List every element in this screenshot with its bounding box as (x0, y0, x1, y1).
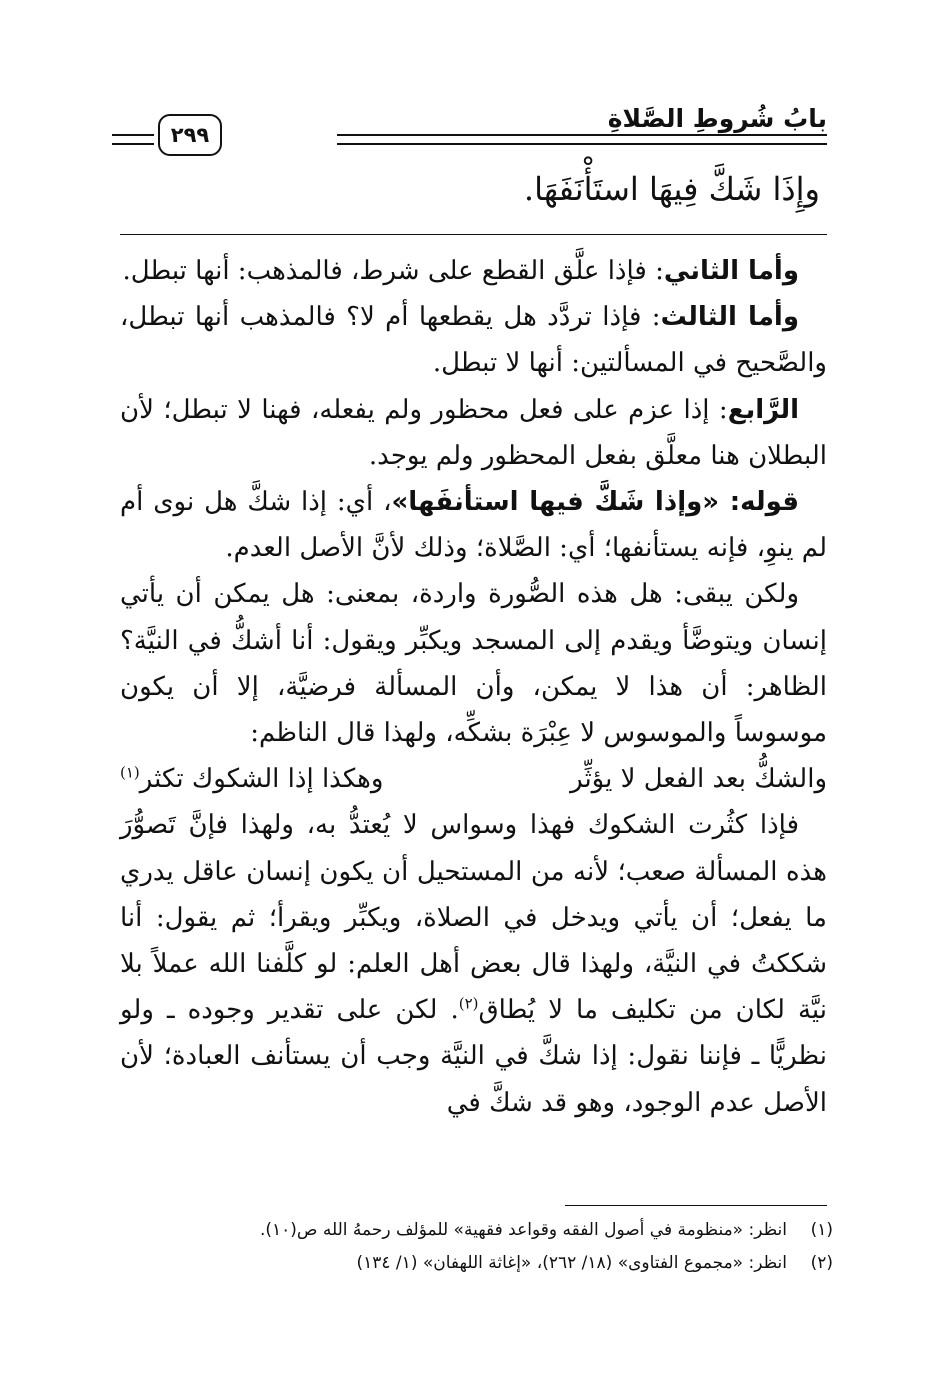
footnote-text: انظر: «منظومة في أصول الفقه وقواعد فقهية» للمؤلف رحمهُ الله ص(١٠). (259, 1220, 787, 1240)
footnote-divider (565, 1205, 827, 1206)
footnotes (118, 1214, 833, 1280)
verse-second-text: وهكذا إذا الشكوك تكثر (139, 764, 384, 795)
paragraph-text: . لكن على تقدير وجوده ـ ولو نظريًّا ـ فإننا نقول: إذا شكَّ في النيَّة وجب أن يستأنف العبادة؛ لأن الأصل عدم الوجود، وهو قد شكَّ في (120, 995, 827, 1118)
paragraph-qawluhu (120, 479, 827, 571)
footnote-marker: (٢) (458, 994, 479, 1013)
paragraph-text: : فإذا تردَّد هل يقطعها أم لا؟ فالمذهب أنها تبطل، والصَّحيح في المسألتين: أنها لا تبطل. (120, 302, 827, 379)
page-header (112, 96, 827, 156)
paragraph-third (120, 294, 827, 386)
matn-divider (120, 234, 827, 235)
paragraph-lead: وأما الثاني (663, 256, 799, 286)
paragraph-but (120, 571, 827, 756)
paragraph-after-verse (120, 802, 827, 1125)
footnote-marker: (١) (120, 763, 140, 782)
header-rule-left (112, 134, 154, 145)
page-number: ٢٩٩ (158, 114, 222, 156)
paragraph-fourth (120, 387, 827, 479)
paragraph-lead: وأما الثالث (660, 302, 799, 333)
header-rule-right (337, 134, 827, 145)
footnote-number: (٢) (810, 1253, 833, 1273)
footnote-text: انظر: «مجموع الفتاوى» (١٨/ ٢٦٢)، «إغاثة اللهفان» (١/ ١٣٤) (356, 1253, 787, 1273)
chapter-title: بابُ شُروطِ الصَّلاةِ (607, 104, 827, 133)
paragraph-text: ولكن يبقى: هل هذه الصُّورة واردة، بمعنى: هل يمكن أن يأتي إنسان ويتوضَّأ ويقدم إلى المسجد ويكبِّر ويقول: أنا أشكُّ في النيَّة؟ الظاهر: أن هذا لا يمكن، وأن المسألة فرضيَّة، إلا أن يكون موسوساً والموسوس لا عِبْرَة بشكِّه، ولهذا قال الناظم: (120, 579, 827, 749)
paragraph-text: : إذا عزم على فعل محظور ولم يفعله، فهنا لا تبطل؛ لأن البطلان هنا معلَّق بفعل المحظور ولم يوجد. (120, 394, 827, 471)
paragraph-text: : فإذا علَّق القطع على شرط، فالمذهب: أنها تبطل. (122, 256, 664, 286)
footnote-item (118, 1214, 833, 1247)
footnote-number: (١) (810, 1220, 833, 1240)
footnote-item (118, 1247, 833, 1280)
matn-quote: : «وإذا شَكَّ فيها استأنفَها» (391, 487, 741, 518)
paragraph-lead: الرَّابع (727, 394, 799, 425)
paragraph-text: ، أي: إذا شكَّ هل نوى أم لم ينوِ، فإنه يستأنفها؛ أي: الصَّلاة؛ وذلك لأنَّ الأصل العدم. (120, 487, 827, 564)
paragraph-second (120, 248, 827, 294)
verse-second-hemistich (120, 756, 383, 802)
paragraph-text: فإذا كثُرت الشكوك فهذا وسواس لا يُعتدُّ به، ولهذا فإنَّ تَصوُّرَ هذه المسألة صعب؛ لأنه من المستحيل أن يكون إنسان عاقل يدري ما يفعل؛ أن يأتي ويدخل في الصلاة، ويكبِّر ويقرأ؛ ثم يقول: أنا شككتُ في النيَّة، ولهذا قال بعض أهل العلم: لو كلَّفنا الله عملاً بلا نيَّة لكان من تكليف ما لا يُطاق (120, 810, 828, 1026)
paragraph-lead: قوله (740, 487, 799, 518)
poem-verse (120, 756, 827, 802)
verse-first-hemistich: والشكُّ بعد الفعل لا يؤثِّر (570, 764, 827, 795)
commentary-body (120, 248, 827, 1126)
matn-text: وإِذَا شَكَّ فِيهَا استَأْنَفَهَا. (523, 170, 820, 208)
